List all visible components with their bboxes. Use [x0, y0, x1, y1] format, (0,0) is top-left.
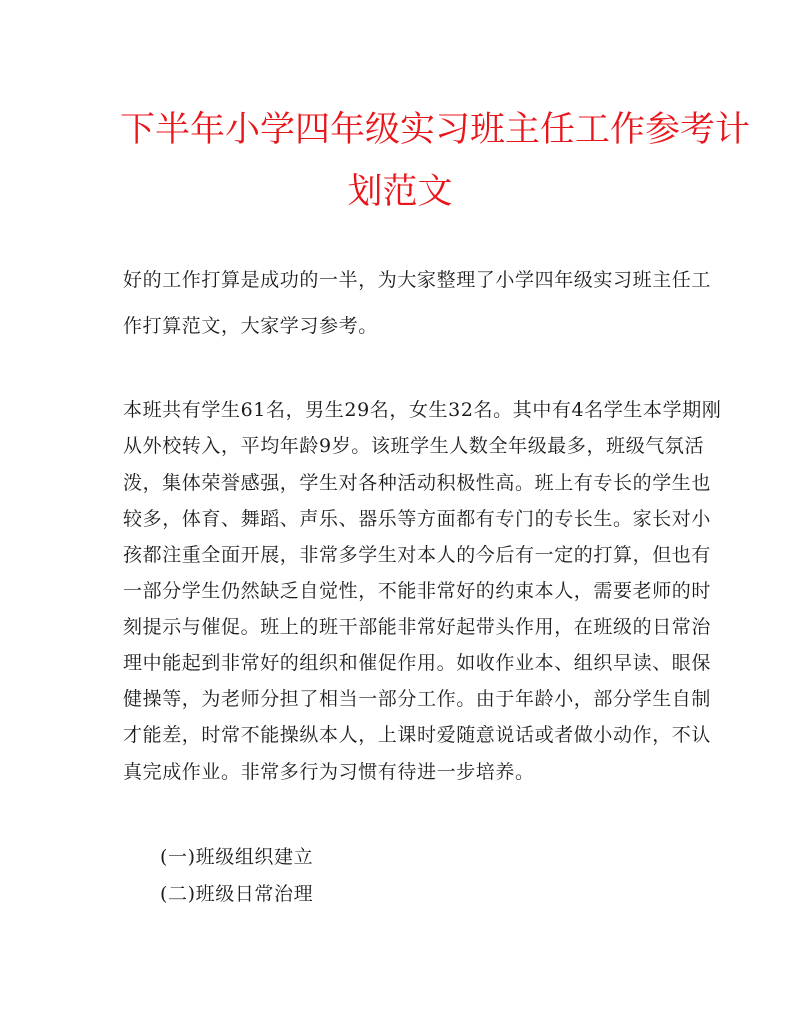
body-line-3: 泼，集体荣誉感强，学生对各种活动积极性高。班上有专长的学生也 [123, 472, 712, 494]
body-line-11: 真完成作业。非常多行为习惯有待进一步培养。 [123, 761, 535, 783]
body-line-5: 孩都注重全面开展，非常多学生对本人的今后有一定的打算，但也有 [123, 544, 712, 566]
body-line-2: 从外校转入，平均年龄9岁。该班学生人数全年级最多，班级气氛活 [123, 435, 705, 457]
body-line-6: 一部分学生仍然缺乏自觉性，不能非常好的约束本人，需要老师的时 [123, 580, 712, 602]
body-line-8: 理中能起到非常好的组织和催促作用。如收作业本、组织早读、眼保 [123, 652, 712, 674]
document-title-line-1: 下半年小学四年级实习班主任工作参考计 [120, 110, 751, 150]
body-line-7: 刻提示与催促。班上的班干部能非常好起带头作用，在班级的日常治 [123, 616, 712, 638]
body-line-9: 健操等，为老师分担了相当一部分工作。由于年龄小，部分学生自制 [123, 688, 712, 710]
document-title-line-2: 划范文 [347, 172, 453, 212]
body-line-1: 本班共有学生61名，男生29名，女生32名。其中有4名学生本学期刚 [123, 399, 722, 421]
body-line-4: 较多，体育、舞蹈、声乐、器乐等方面都有专门的专长生。家长对小 [123, 508, 712, 530]
section-heading-2: (二)班级日常治理 [160, 883, 314, 905]
intro-line-1: 好的工作打算是成功的一半，为大家整理了小学四年级实习班主任工 [123, 269, 712, 291]
body-line-10: 才能差，时常不能操纵本人，上课时爱随意说话或者做小动作，不认 [123, 724, 712, 746]
intro-line-2: 作打算范文，大家学习参考。 [123, 315, 378, 337]
section-heading-1: (一)班级组织建立 [160, 846, 314, 868]
